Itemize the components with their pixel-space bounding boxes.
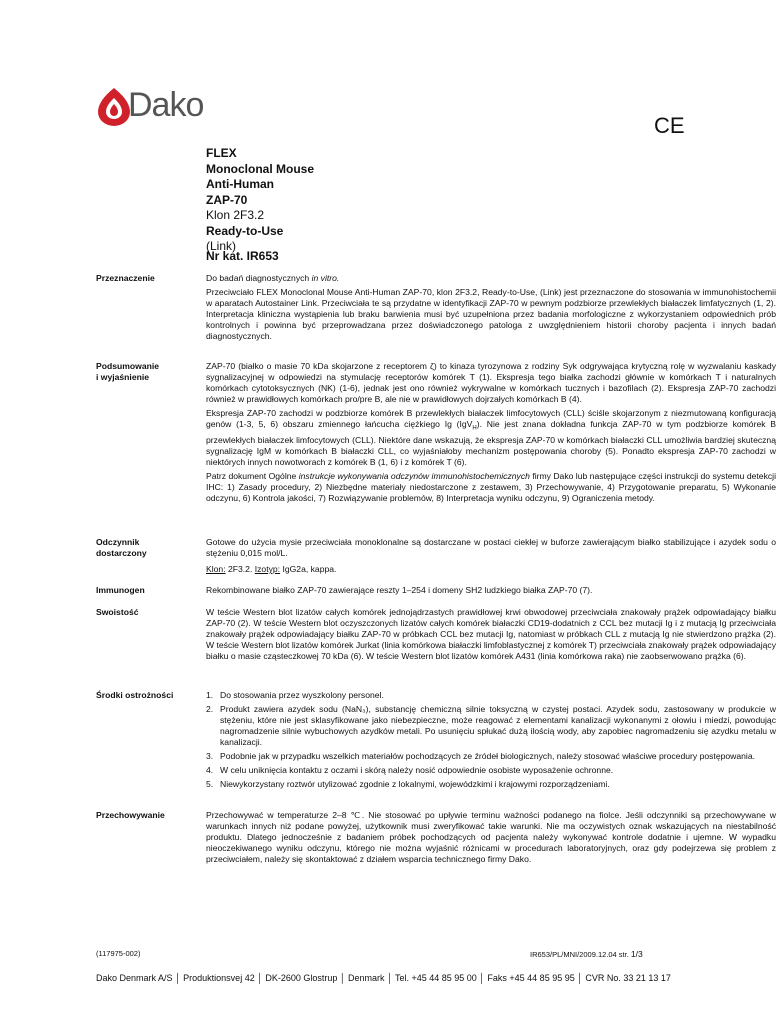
list-item	[206, 690, 776, 701]
italic-text: in vitro.	[311, 273, 340, 283]
italic-text: instrukcje wykonywania odczynów immunohistochemicznych	[298, 470, 530, 481]
title-line-monoclonal: Monoclonal Mouse	[206, 161, 314, 176]
doc-reference	[530, 949, 643, 959]
section-body	[206, 273, 776, 345]
text: Do badań diagnostycznych	[206, 273, 312, 283]
paragraph: Przeciwciało FLEX Monoclonal Mouse Anti-Human ZAP-70, klon 2F3.2, Ready-to-Use, (Link) jest przeznaczone do stosowania w immunohistochemii w aparatach Autostainer Link. Przeciwciała te są przydatne w identyfikacji ZAP-70 w pewnym podzbiorze przewlekłych białaczek limfatycznych (1, 2). Interpretacja kliniczna wystąpienia lub braku barwienia musi być uzupełniona przez badania morfologiczne z wykorzystaniem odpowiednich prób kontrolnych i powinna być przeprowadzana przez doświadczonego patologa z uwzględnieniem historii choroby pacjenta i innych badań diagnostycznych.	[206, 287, 776, 341]
isotype-label: Izotyp:	[254, 564, 281, 574]
item-number: 4.	[206, 765, 214, 775]
item-text: W celu uniknięcia kontaktu z oczami i skórą należy nosić odpowiednie osobiste wyposażenie ochronne.	[220, 765, 614, 775]
list-item	[206, 751, 776, 762]
title-line-zap70: ZAP-70	[206, 192, 248, 207]
label-line: Odczynnik	[96, 537, 140, 547]
company-address: Dako Denmark A/S │ Produktionsvej 42 │ DK-2600 Glostrup │ Denmark │ Tel. +45 44 85 95 00 │ Faks +45 44 85 95 95 │ CVR No. 33 21 13 17	[96, 973, 671, 983]
title-line-link: (Link)	[206, 239, 237, 253]
item-text: Podobnie jak w przypadku wszelkich materiałów pochodzących ze źródeł biologicznych, należy stosować właściwe procedury postępowania.	[220, 751, 755, 761]
label-line: i wyjaśnienie	[96, 372, 150, 382]
label-line: Podsumowanie	[96, 361, 160, 371]
item-number: 2.	[206, 704, 214, 714]
paragraph: Rekombinowane białko ZAP-70 zawierające reszty 1–254 i domeny SH2 ludzkiego białka ZAP-70 (7).	[206, 585, 593, 595]
brand-name: Dako	[128, 86, 204, 124]
paragraph: Przechowywać w temperaturze 2–8 ℃. Nie stosować po upływie terminu ważności podanego na fiolce. Jeśli odczynniki są przechowywane w warunkach innych niż podane powyżej, użytkownik musi zweryfikować takie warunki. Nie ma oczywistych oznak wskazujących na niestabilność produktu. Dlatego jednocześnie z badaniem próbek pochodzących od pacjenta należy wykonywać kontrole dodatnie i ujemne. W wypadku nieoczekiwanego wyniku odczynu, którego nie można wyjaśnić różnicami w procedurach laboratoryjnych, oraz gdy podejrzewa się problem z przeciwciałem, należy się skontaktować z działem wsparcia technicznego firmy Dako.	[206, 810, 776, 864]
item-text: Do stosowania przez wyszkolony personel.	[220, 690, 384, 700]
section-body	[206, 810, 776, 868]
text: Patrz dokument Ogólne	[206, 470, 299, 481]
title-line-clone: Klon 2F3.2	[206, 208, 265, 222]
section-label	[96, 537, 196, 559]
paragraph: W teście Western blot lizatów całych komórek jednojądrzastych prawidłowej krwi obwodowej przeciwciała znakowały prążek odpowiadający białku ZAP-70 (2). W teście Western blot oczyszczonych lizatów całych komórek białaczki CD19-dodatnich z CCL bez mutacji Ig i z mutacją Ig przeciwciała znakowały prążek odpowiadający białku ZAP-70 w próbkach CCL bez mutacji Ig, natomiast w próbkach CLL z mutacją Ig nie stwierdzono prążka (2). W teście Western blot lizatów komórek Jurkat (linia komórkowa białaczki limfoblastycznej z komórek T) przeciwciała znakowały prążek odpowiadający białku o masie cząsteczkowej 70 kDa (6). W teście Western blot lizatów komórek A431 (linia komórkowa raka) nie zaobserwowano prążka (6).	[206, 607, 776, 661]
section-body	[206, 607, 776, 665]
section-body	[206, 585, 776, 599]
section-label: Immunogen	[96, 585, 145, 595]
dako-logo-icon	[96, 86, 132, 126]
text: ). Nie jest znana dokładna funkcja ZAP-70 w tym podzbiorze komórek B przewlekłych białaczek limfocytowych (CLL). Niektóre dane wskazują, że ekspresja ZAP-70 w komórkach białaczki CLL umożliwia bardziej skuteczną sygnalizację IgM w komórkach B białaczki CLL, co wyjaśniałoby mechanizm postępowania choroby (5). Ponadto ekspresja ZAP-70 zachodzi w niektórych innych nowotworach z komórek B (1, 6) i z komórek T (6).	[206, 419, 776, 467]
list-item	[206, 704, 776, 748]
isotype-value: IgG2a, kappa.	[280, 564, 337, 574]
clone-isotype-line	[206, 564, 776, 575]
item-number: 1.	[206, 690, 214, 700]
section-label: Przeznaczenie	[96, 273, 155, 283]
list-item	[206, 779, 776, 790]
section-label	[96, 361, 196, 383]
doc-code: (117975-002)	[96, 949, 141, 958]
paragraph	[206, 471, 776, 504]
item-text: Produkt zawiera azydek sodu (NaN₃), substancję chemiczną silnie toksyczną w czystej postaci. Azydek sodu, zastosowany w produkcie w stężeniu, które nie jest sklasyfikowane jako niebezpieczne, może reagować z elementami kanalizacji wykonanymi z ołowiu i miedzi, powodując nagromadzenie silnie wybuchowych azydków metali. Po usunięciu spłukać dużą ilością wody, aby zapobiec nagromadzeniu się azydku metalu w kanalizacji.	[220, 704, 776, 747]
clone-value: 2F3.2.	[225, 564, 255, 574]
dako-logo	[96, 86, 216, 130]
title-line-flex: FLEX	[206, 146, 237, 160]
section-body	[206, 537, 776, 578]
label-line: dostarczony	[96, 548, 147, 558]
title-line-antihuman: Anti-Human	[206, 177, 274, 191]
section-label: Przechowywanie	[96, 810, 165, 820]
product-title	[206, 146, 314, 255]
item-text: Niewykorzystany roztwór utylizować zgodnie z lokalnymi, wojewódzkimi i krajowymi rozporządzeniami.	[220, 779, 610, 789]
paragraph: Gotowe do użycia mysie przeciwciała monoklonalne są dostarczane w postaci ciekłej w buforze zawierającym białko stabilizujące i azydek sodu o stężeniu 0,015 mol/L.	[206, 537, 776, 558]
precautions-list	[206, 690, 776, 790]
text: firmy Dako lub następujące części instrukcji do systemu detekcji IHC: 1) Zasady procedury, 2) Niezbędne materiały niedostarczone z zestawem, 3) Przechowywanie, 4) Przygotowanie preparatu, 5) Wykonanie odczynu, 6) Kontrola jakości, 7) Rozwiązywanie problemów, 8) Interpretacja wyniku odczynu, 9) Ograniczenia metody.	[206, 470, 776, 503]
item-number: 3.	[206, 751, 214, 761]
paragraph: ZAP-70 (białko o masie 70 kDa skojarzone z receptorem ζ) to kinaza tyrozynowa z rodziny Syk odgrywająca krytyczną rolę w wyzwalaniu kaskady sygnalizacyjnej w odpowiedzi na stymulację receptorów komórek T (1). Ekspresja tego białka zachodzi głównie w komórkach T i naturalnych komórkach cytotoksycznych (NK) (1-6), jednak jest ono również wykrywalne w komórkach tucznych i bazofilach (2). Ekspresja ZAP-70 zachodzi również w prawidłowych komórkach pro/pre B, ale nie w prawidłowych dojrzałych komórkach B (4).	[206, 361, 776, 404]
subscript: H	[472, 425, 477, 432]
section-body	[206, 361, 776, 507]
text: Ekspresja ZAP-70 zachodzi w podzbiorze komórek B przewlekłych białaczek limfocytowych (CLL) ściśle skojarzonym z niezmutowaną konfiguracją genów (1-3, 5, 6) obszaru zmiennego łańcucha ciężkiego Ig (IgV	[206, 408, 776, 429]
title-line-rtu: Ready-to-Use	[206, 223, 284, 238]
paragraph	[206, 408, 776, 468]
section-label: Środki ostrożności	[96, 690, 174, 700]
page-number: 1/3	[630, 949, 643, 959]
ce-mark: CE	[654, 113, 685, 138]
ref-text: IR653/PL/MNI/2009.12.04 str.	[530, 950, 631, 959]
item-number: 5.	[206, 779, 214, 789]
section-body	[206, 690, 776, 793]
clone-label: Klon:	[206, 564, 226, 574]
paragraph	[206, 273, 776, 284]
list-item	[206, 765, 776, 776]
catalog-number: Nr kat. IR653	[206, 249, 279, 263]
section-label: Swoistość	[96, 607, 139, 617]
